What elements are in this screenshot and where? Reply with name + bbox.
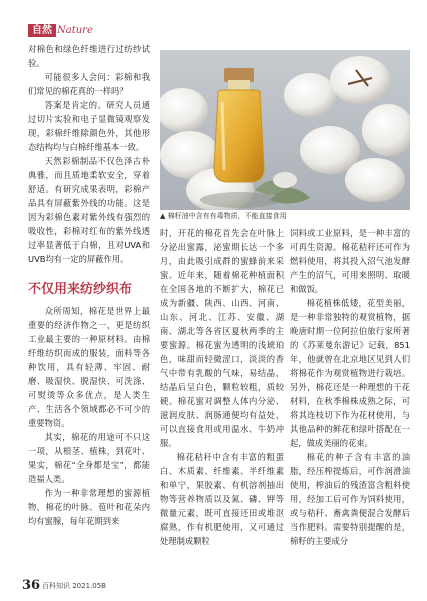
category-tag: 自然 (28, 24, 56, 37)
paragraph: 答案是肯定的。研究人员通过切片实验和电子显微镜观察发现，彩棉纤维除颜色外，其他形态结构均与白棉纤维基本一致。 (28, 100, 150, 152)
paragraph: 作为一种非常理想的蜜源植物，棉花的叶脉、苞叶和花朵内均有蜜腺，每年花期到来 (28, 488, 150, 526)
category-tag-en: Nature (57, 25, 93, 36)
paragraph: 棉花秸秆中含有丰富的粗蛋白、木质素、纤维素、半纤维素和单宁，果胶素、有机溶剂抽出物等营养物质以及氮、磷、钾等微量元素，既可直接还田或堆沤腐熟，作有机肥使用，又可通过处理制成颗粒 (160, 452, 284, 546)
cotton-oil-photo (160, 50, 410, 210)
page-header (0, 0, 427, 34)
paragraph: 可能很多人会问：彩棉和我们常见的棉花真的一样吗？ (28, 72, 150, 96)
paragraph: 天然彩棉制品不仅色泽古朴典雅，而且质地柔软安全，穿着舒适。有研究成果表明，彩棉产品具有屏蔽紫外线的功能。这是因为彩棉色素对紫外线有强烈的吸收性，彩棉对红布的紫外线透过率显著低于白棉，且对UVA和UVB均有一定的屏蔽作用。 (28, 156, 150, 264)
paragraph: 棉花植株低矮，花型美丽，是一种非常独特的观赏植物，据晚唐时期一位阿拉伯旅行家所著的《苏莱曼东游记》记载，851年，他就曾在北京地区见到人们将棉花作为观赏植物进行栽培。另外，棉花还是一种理想的干花材料，在秋季棉株成熟之际，可将其连枝切下作为花材使用，与其他品种的鲜花和绿叶搭配在一起，做成美丽的花束。 (290, 298, 410, 448)
paragraph: 棉花的种子含有丰富的油脂，经压榨提炼后，可作润滑油使用，榨油后的残渣富含粗料使用，经加工后可作为饲料使用，或与秸秆、畜禽粪便混合发酵后当作肥料。需要特别提醒的是，棉籽的主要成分 (290, 452, 410, 546)
left-column-bottom (28, 304, 150, 528)
paragraph: 其实，棉花的用途可不只这一项，从根茎、植株，到花叶、果实，棉花“全身都是宝”，都能造福人类。 (28, 432, 150, 484)
photo-caption: ▲ 棉籽油中含有有毒物质，不能直接食用 (160, 212, 287, 220)
paragraph: 众所周知，棉花是世界上最重要的经济作物之一，更是纺织工业最主要的一种原材料。由棉纤维纺织而成的服装，面料等各种饮用，具有轻薄、牢固、耐磨、吸湿快、脱湿快、可洗涤、可熨烫等众多优点，是人类生产、生活各个领域都必不可少的重要物资。 (28, 306, 150, 428)
paragraph: 对棉色和绿色纤维进行过纺纱试验。 (28, 44, 150, 68)
left-column-top (28, 42, 150, 266)
paragraph: 饲料或工业原料，是一种丰富的可再生资源。棉花秸秆还可作为燃料使用，将其投入沼气池发酵产生的沼气，可用来照明、取暖和做饭。 (290, 228, 410, 294)
paragraph: 时，开花的棉花首先会在叶脉上分泌出蜜露，泌蜜期长达一个多月，由此吸引成群的蜜蜂前来采蜜。近年来，随着棉花种植面积在全国各地的不断扩大，棉花已成为新疆、陕西、山西、河南、山东、河北、江苏、安徽、湖南、湖北等各省区夏秋两季的主要蜜源。棉花蜜为透明的浅琥珀色，味甜而轻微涩口，淡淡的香气中带有乳酸的气味，易结晶，结晶后呈白色，颗粒较粗，质较硬。棉花蜜对调整人体内分泌、滋润皮肤、润肠通便均有益处，可以直接食用或用温水、牛奶冲服。 (160, 228, 284, 448)
middle-column (160, 226, 284, 548)
section-title: 不仅用来纺纱织布 (28, 282, 133, 297)
page-number: 36 (22, 578, 41, 593)
publication-info: 百科知识 2021.05B (42, 582, 106, 590)
right-column (290, 226, 410, 548)
